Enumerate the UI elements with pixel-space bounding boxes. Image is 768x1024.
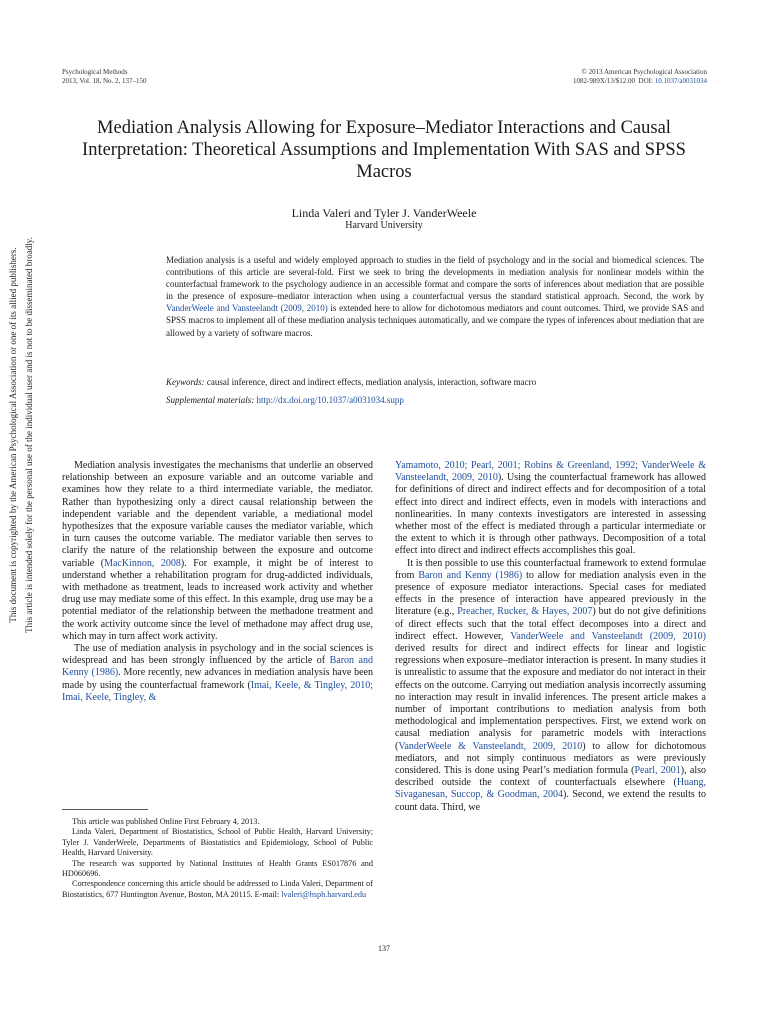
citation-link[interactable]: Yamamoto, 2010; Pearl, 2001; Robins & Greenland, 1992; VanderWeele & Vansteelandt, 2009, 2010	[395, 460, 706, 484]
paragraph	[62, 643, 373, 704]
paragraph	[395, 460, 706, 558]
text-run: ). For example, it might be of interest to understand whether a rehabilitation program for drug-addicted individuals, with methadone as treatment, leads to increased work activity and whether drug use may mediate some of this effect. In this example, drug use may be a potential mediator of the relationship between the methadone treatment and the work activity outcome since the level of methadone may affect drug use, which may in turn affect work activity.	[62, 557, 373, 642]
footnote: This article was published Online First February 4, 2013.	[72, 817, 260, 826]
body-column-right	[395, 460, 706, 814]
journal-volume: 2013, Vol. 18, No. 2, 137–150	[62, 76, 147, 85]
abstract	[166, 254, 704, 339]
text-run: Mediation analysis investigates the mechanisms that underlie an observed relationship between an exposure variable and an outcome variable and examines how they relate to a third intermediate variable, the mediator. Rather than hypothesizing only a direct causal relationship between the independent variable and the dependent variable, a mediational model hypothesizes that the exposure variable causes the mediator variable, which in turn causes the outcome variable. The mediator variable then serves to clarify the nature of the relationship between the exposure and outcome variable (	[62, 460, 373, 569]
footnote-divider	[62, 809, 148, 810]
supplemental-link[interactable]: http://dx.doi.org/10.1037/a0031034.supp	[256, 395, 404, 405]
text-run: ). Using the counterfactual framework has allowed for definitions of direct and indirect effects and for decomposition of a total effect into direct and indirect effects, even in models with interactions and nonlinearities. In many contexts investigators are interested in assessing whether most of the effect is mediated through a particular intermediate or the extent to which it is through other pathways. Decomposition of a total effect into direct and indirect effects accomplishes this goal.	[395, 472, 706, 557]
footnote-text: Correspondence concerning this article should be addressed to Linda Valeri, Department of Biostatistics, 677 Huntington Avenue, Boston, MA 20115. E-mail:	[62, 879, 373, 899]
footnote: Linda Valeri, Department of Biostatistics, School of Public Health, Harvard University; Tyler J. VanderWeele, Departments of Biostatistics and Epidemiology, School of Public Health, Harvard University.	[62, 827, 373, 858]
affiliation: Harvard University	[345, 220, 423, 231]
footnotes	[62, 817, 373, 900]
citation-link[interactable]: Huang, Sivaganesan, Succop, & Goodman, 2004	[395, 777, 706, 801]
text-run: It is then possible to use this counterfactual framework to extend formulae from	[395, 557, 706, 581]
citation-link[interactable]: MacKinnon, 2008	[104, 557, 181, 569]
citation-link[interactable]: Preacher, Rucker, & Hayes, 2007	[457, 606, 593, 618]
paragraph	[395, 558, 706, 814]
supplemental-materials	[166, 394, 704, 406]
text-run: ). Second, we extend the results to count data. Third, we	[395, 789, 707, 813]
article-title: Mediation Analysis Allowing for Exposure–Mediator Interactions and Causal Interpretation: Theoretical Assumptions and Implementation With SAS and SPSS Macros	[82, 118, 686, 182]
citation-link[interactable]: VanderWeele & Vansteelandt, 2009, 2010	[398, 740, 583, 752]
email-link[interactable]: lvaleri@hsph.harvard.edu	[281, 889, 367, 899]
running-header-left	[62, 68, 147, 85]
copyright-line: © 2013 American Psychological Association	[581, 68, 707, 76]
supplemental-label: Supplemental materials:	[166, 395, 255, 405]
citation-link[interactable]: Baron and Kenny (1986)	[418, 569, 523, 581]
abstract-text-cont: is extended here to allow for dichotomous mediators and count outcomes. Third, we provide SAS and SPSS macros to implement all of these mediation analysis techniques automatically, and we compare the types of inferences about mediation that are allowed by a variety of software macros.	[166, 303, 704, 338]
side-notice-line: This document is copyrighted by the American Psychological Association or one of its allied publishers.	[8, 247, 18, 623]
abstract-citation-link[interactable]: VanderWeele and Vansteelandt (2009, 2010)	[166, 303, 328, 314]
side-copyright-notice	[5, 205, 37, 665]
issn: 1082-989X/13/$12.00	[573, 76, 636, 85]
running-header-right	[573, 68, 707, 85]
abstract-text: Mediation analysis is a useful and widely employed approach to studies in the field of psychology and in the social and biomedical sciences. The contributions of this article are several-fold. First we seek to bring the developments in mediation analysis for nonlinear models within the counterfactual framework to the psychology audience in an accessible format and compare the sorts of inferences about mediation that are possible in the presence of exposure–mediator interaction when using a counterfactual versus the standard statistical approach. Second, the work by	[166, 255, 704, 302]
text-run: ), also described outside the context of counterfactuals elsewhere (	[395, 765, 706, 789]
authors: Linda Valeri and Tyler J. VanderWeele	[291, 206, 477, 220]
footnote	[62, 879, 373, 900]
citation-link[interactable]: VanderWeele and Vansteelandt (2009, 2010)	[510, 630, 706, 642]
issn-doi-line	[573, 77, 707, 86]
citation-link[interactable]: Pearl, 2001	[634, 765, 681, 777]
citation-link[interactable]: Imai, Keele, & Tingley, 2010; Imai, Keele, Tingley, &	[62, 679, 373, 703]
keywords-text: causal inference, direct and indirect effects, mediation analysis, interaction, software macro	[204, 377, 537, 387]
paragraph	[62, 460, 373, 643]
doi-label: DOI:	[638, 76, 653, 85]
doi-link[interactable]: 10.1037/a0031034	[654, 76, 707, 85]
body-column-left	[62, 460, 373, 704]
text-run: The use of mediation analysis in psychology and in the social sciences is widespread and has been strongly influenced by the article of	[62, 643, 373, 667]
side-notice-line: This article is intended solely for the personal use of the individual user and is not to be disseminated broadly.	[24, 237, 34, 633]
journal-name: Psychological Methods	[62, 68, 128, 76]
text-run: ) to allow for dichotomous mediators, and not simply continuous mediators as were previously considered. This is done using Pearl’s mediation formula (	[395, 740, 706, 777]
citation-link[interactable]: Baron and Kenny (1986)	[62, 655, 373, 679]
text-run: to allow for mediation analysis even in the presence of exposure mediator interactions. Special cases for mediated effects in the presence of interaction have appeared previously in the literature (e.g.,	[395, 569, 706, 618]
page-number: 137	[378, 944, 390, 953]
text-run: ) but do not give definitions of direct effects such that the total effect decomposes into a direct and indirect effect. However,	[395, 606, 707, 642]
keywords-label: Keywords:	[166, 377, 205, 387]
keywords	[166, 376, 704, 388]
text-run: . More recently, new advances in mediation analysis have been made by using the counterfactual framework (	[62, 667, 373, 691]
text-run: derived results for direct and indirect effects for linear and logistic regressions when exposure–mediator interaction is present. In many studies it is unrealistic to assume that the exposure and mediator do not interact in their effects on the outcome. Carrying out mediation analysis incorrectly assuming no interaction may result in invalid inferences. The present article makes a number of important contributions to mediation analysis from both methodological and implementation perspectives. First, we extend work on causal mediation analysis for parametric models with interactions (	[395, 643, 706, 752]
footnote: The research was supported by National Institutes of Health Grants ES017876 and HD060696.	[62, 858, 373, 879]
